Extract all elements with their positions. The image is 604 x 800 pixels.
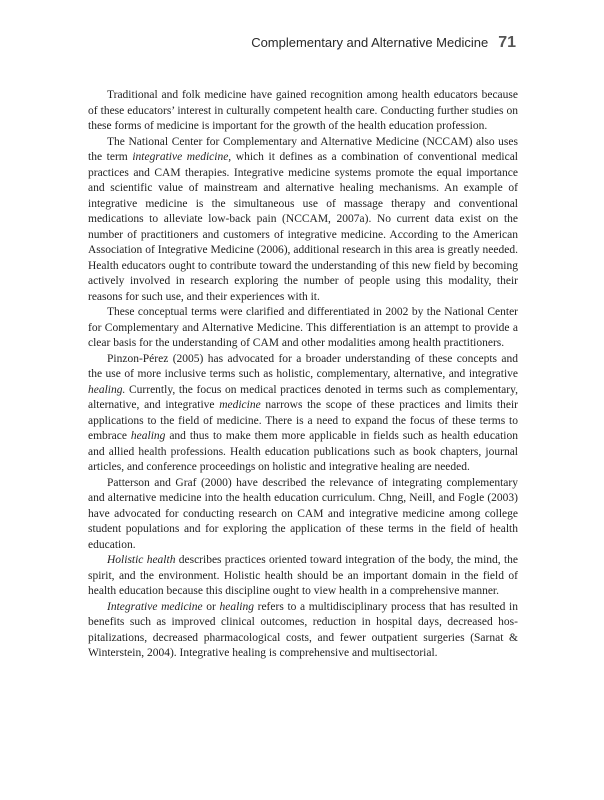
paragraph — [88, 476, 518, 554]
text-run: narrows the scope of these practices and limits their applications to the field of medicine. There is a need to expand the focus of these terms to embrace — [88, 399, 518, 442]
running-title: Complementary and Alternative Medicine — [251, 35, 489, 50]
running-head — [251, 34, 516, 52]
paragraph — [88, 600, 518, 662]
text-run: which it defines as a combination of conventional medical practices and CAM therapies. Integrative medicine systems promote the equal importance and scientific value of mainstream and alternative healing mechanisms. An example of integrative medicine is the simultaneous use of massage therapy and conventional medications to alleviate low-back pain (NCCAM, 2007a). No current data exist on the number of practitioners and customers of integrative medicine. According to the American Association of Integrative Medicine (2006), additional research in this area is greatly needed. Health educators ought to contribute toward the understanding of this new field by becoming actively involved in research exploring the number of people using this modality, their reasons for such use, and their experiences with it. — [88, 151, 518, 303]
italic-term: healing — [219, 600, 254, 613]
paragraph — [88, 553, 518, 600]
italic-term: Holistic health — [107, 554, 176, 566]
paragraph — [88, 88, 518, 135]
text-run: Traditional and folk medicine have gained recognition among health educators because of these educators’ interest in culturally competent health care. Conducting further studies on these forms of medicine is important for the growth of the health education profession. — [88, 89, 518, 132]
italic-term: integrative medicine, — [132, 151, 232, 163]
text-run: refers to a multidisciplinary process that has resulted in benefits such as improved clinical outcomes, reduction in hospital days, decreased hospitalizations, decreased pharmacological costs, and fewer outpatient surgeries (Sarnat & Winterstein, 2004). Integrative healing is comprehensive and multisectorial. — [88, 600, 518, 659]
text-run: Currently, the focus on medical practices denoted in terms such as complementary, alternative, and integrative — [88, 383, 518, 411]
text-run: and thus to make them more applicable in fields such as health education and allied health professions. Health education publications such as book chapters, journal articles, and conference proceedings on holistic and integrative healing are needed. — [88, 430, 518, 473]
italic-term: Integrative medicine — [107, 600, 203, 613]
text-run: or — [202, 600, 220, 613]
text-run: Pinzon-Pérez (2005) has advocated for a broader understanding of these concepts and the use of more inclusive terms such as holistic, complementary, alternative, and integrative — [88, 352, 518, 380]
text-run: The National Center for Complementary and Alternative Medicine (NCCAM) also uses the term — [88, 135, 518, 163]
paragraph — [88, 135, 518, 306]
text-run: Patterson and Graf (2000) have described the relevance of integrating complementary and alternative medicine into the health education curriculum. Chng, Neill, and Fogle (2003) have advocated for conducting research on CAM and integrative medicine among college student populations and for exploring the application of these terms in the field of health education. — [88, 476, 518, 551]
italic-term: healing — [130, 430, 166, 442]
page-number: 71 — [498, 34, 516, 51]
text-run: describes practices oriented toward integration of the body, the mind, the spirit, and the environment. Holistic health should be an important domain in the field of health education because this discipline ought to view health in a comprehensive manner. — [88, 554, 518, 597]
paragraph — [88, 305, 518, 352]
text-run: These conceptual terms were clarified and differentiated in 2002 by the National Center for Complementary and Alternative Medicine. This differentiation is an attempt to provide a clear basis for the understanding of CAM and other modalities among health practitioners. — [88, 306, 518, 349]
paragraph — [88, 352, 518, 476]
body-text — [88, 88, 518, 662]
italic-term: medicine — [219, 399, 261, 411]
italic-term: healing. — [88, 383, 126, 396]
